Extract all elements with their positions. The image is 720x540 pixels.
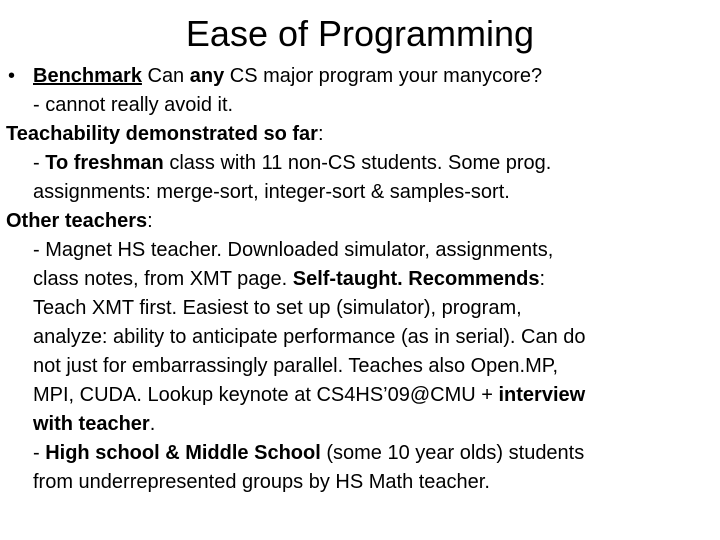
other-teachers-line-7-post: . xyxy=(149,413,156,435)
other-teachers-heading-line xyxy=(6,207,714,236)
other-teachers-line-6-pre: MPI, CUDA. Lookup keynote at CS4HS’09@CMU + xyxy=(33,384,499,406)
other-teachers-line-4: analyze: ability to anticipate performance (as in serial). Can do xyxy=(33,326,586,348)
other-teachers-line-6 xyxy=(6,381,714,410)
other-teachers-line-2-pre: class notes, from XMT page. xyxy=(33,268,293,290)
bullet-icon: • xyxy=(8,65,16,87)
benchmark-text-2: CS major program your manycore? xyxy=(224,65,543,87)
other-teachers-heading: Other teachers xyxy=(6,210,148,232)
other-teachers-line-2 xyxy=(6,265,714,294)
benchmark-text-1: Can xyxy=(141,65,190,87)
other-teachers-line-5: not just for embarrassingly parallel. Teaches also Open.MP, xyxy=(33,355,559,377)
other-teachers-line-1: - Magnet HS teacher. Downloaded simulator, assignments, xyxy=(33,239,554,261)
slide-content xyxy=(6,62,714,497)
other-teachers-colon: : xyxy=(147,210,153,232)
teachability-colon: : xyxy=(317,123,324,145)
benchmark-label: Benchmark xyxy=(33,65,142,87)
other-teachers-interview: interview xyxy=(498,384,586,406)
other-teachers-line-8-dash: - xyxy=(33,442,46,464)
teachability-line-2: assignments: merge-sort, integer-sort & samples-sort. xyxy=(33,181,510,203)
other-teachers-with-teacher: with teacher xyxy=(33,413,150,435)
teachability-heading-line xyxy=(6,120,714,149)
teachability-line-1 xyxy=(6,149,714,178)
other-teachers-line-3: Teach XMT first. Easiest to set up (simulator), program, xyxy=(33,297,522,319)
other-teachers-line-7 xyxy=(6,410,714,439)
other-teachers-line-8-rest: (some 10 year olds) students xyxy=(320,442,585,464)
teachability-heading: Teachability demonstrated so far xyxy=(6,123,318,145)
other-teachers-line-8 xyxy=(6,439,714,468)
other-teachers-line-9: from underrepresented groups by HS Math teacher. xyxy=(33,471,490,493)
teachability-dash: - xyxy=(33,152,46,174)
slide-title: Ease of Programming xyxy=(185,13,535,54)
other-teachers-line-2-post: : xyxy=(539,268,546,290)
other-teachers-high-school: High school & Middle School xyxy=(45,442,321,464)
benchmark-line xyxy=(6,62,714,91)
teachability-line-1-rest: class with 11 non-CS students. Some prog. xyxy=(163,152,552,174)
teachability-freshman: To freshman xyxy=(45,152,164,174)
benchmark-subline: - cannot really avoid it. xyxy=(33,94,234,116)
other-teachers-self-taught: Self-taught. Recommends xyxy=(292,268,540,290)
benchmark-any: any xyxy=(189,65,225,87)
